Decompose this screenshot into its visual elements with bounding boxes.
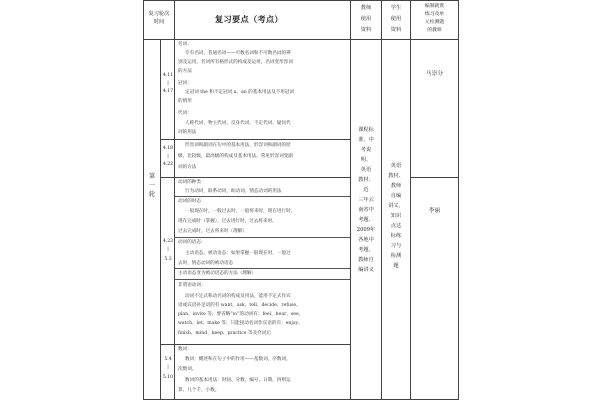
point-line: 去时，情态动词的被动语态 — [178, 261, 234, 266]
teacher-material-line: 准、中 — [358, 137, 374, 143]
point-line: 专有名词，普通名词——可数名词和不可数名词的辨 — [185, 51, 291, 56]
student-material-line: 英语 — [390, 163, 402, 169]
header-round-time-cell — [143, 0, 175, 40]
point-line: 名词： — [178, 42, 192, 47]
point-line: 次数词。 — [178, 367, 197, 372]
header-round-label: 复习轮次 — [148, 11, 170, 17]
header-editor-line-3: 元检测题 — [424, 20, 445, 25]
point-line: 级，比较级，最高级的构成及基本用法，常见形容词变副 — [178, 154, 293, 159]
point-line: 语或宾语补足语的有 want、ask、tell、decide、refuse、 — [178, 303, 301, 308]
student-material-line: 教材、 — [388, 173, 404, 179]
point-line: 人称代词、物主代词、反身代词、不定代词、疑问代 — [185, 121, 291, 126]
row-divider — [174, 237, 351, 238]
point-line: 别及运用，名词所有格形式的构成及运用，名词变形容词 — [178, 60, 293, 65]
student-material-line: 讲义、 — [388, 203, 404, 209]
time-2-separator: | — [167, 154, 169, 159]
student-material-line: 自编 — [390, 193, 402, 199]
time-1-end: 4.17 — [162, 89, 174, 94]
point-line: 行为动词，联系动词，助动词，情态动词的用法 — [185, 189, 282, 194]
point-line: watch、let、make 等；只能接动名词作宾语的有：enjoy、 — [178, 321, 303, 326]
teacher-material-line: 明、 — [360, 157, 372, 163]
time-cell-4 — [160, 344, 175, 400]
point-line: 的情形 — [178, 99, 192, 104]
header-student-line-3: 资料 — [390, 27, 402, 33]
point-line: 数词的基本用法：时间、分数、编号、日期、四则运 — [185, 378, 291, 383]
header-student-line-1: 学生 — [390, 5, 402, 11]
page-title: 复习要点（考点） — [215, 14, 283, 24]
teacher-material-line: 编讲义 — [358, 267, 374, 273]
student-material-line: 知识 — [390, 213, 402, 219]
time-2-end: 4.22 — [162, 162, 174, 167]
time-cell-1 — [160, 39, 175, 140]
point-line: 主动语态变为被动语态的方法（理解） — [178, 271, 257, 276]
header-teacher-line-3: 资料 — [360, 27, 372, 33]
teacher-material-line: 2009年 — [356, 227, 376, 233]
point-line: 非谓语动词： — [178, 283, 206, 288]
header-points-cell — [174, 0, 351, 40]
student-material-line: 检测 — [390, 253, 402, 259]
teacher-material-line: 各地中 — [358, 237, 374, 243]
header-time-label: 时间 — [153, 19, 165, 25]
time-3-start: 4.23 — [162, 239, 174, 244]
time-cell-3 — [160, 177, 175, 345]
teacher-material-line: 考题、 — [358, 217, 374, 223]
point-line: 动词的语态： — [178, 240, 206, 245]
point-line: 现在完成时（掌握），过去进行时，过去将来时， — [178, 219, 277, 224]
time-cell-2 — [160, 139, 175, 178]
point-line: 数词： — [178, 347, 192, 352]
review-plan-table — [143, 0, 459, 400]
teacher-material-line: 近 — [363, 187, 369, 193]
editor-cell-1 — [410, 39, 459, 178]
teacher-materials-cell — [350, 39, 382, 400]
point-line: 动词的时态： — [178, 199, 206, 204]
time-4-start: 5.4 — [164, 357, 172, 362]
time-4-separator: | — [167, 365, 169, 370]
student-material-line: 题 — [393, 263, 399, 269]
student-material-line: 教师 — [390, 183, 402, 189]
point-line: 过去完成时，过去将来时（理解） — [178, 229, 247, 234]
header-editor-line-4: 的教师 — [427, 28, 442, 33]
row-divider — [174, 268, 351, 269]
teacher-material-line: 南省中 — [358, 207, 374, 213]
point-line: 主动语态，被动语态：如果掌握一般现在时，一般过 — [185, 251, 291, 256]
round-char-3: 轮 — [148, 191, 155, 198]
student-material-line: 习与 — [390, 243, 402, 249]
point-line: 定冠词 the 和不定冠词 a、an 的基本用法及不用冠词 — [185, 90, 295, 95]
time-3-end: 5.3 — [164, 257, 172, 262]
header-teacher-line-1: 教师 — [360, 5, 372, 11]
point-line: plan、invite 等；要省略“to”的动词有：feel、hear、see、 — [178, 312, 304, 317]
row-divider — [174, 279, 351, 280]
student-materials-cell — [381, 39, 411, 400]
round-cell — [143, 39, 161, 400]
teacher-material-line: 教师自 — [358, 257, 374, 263]
point-line: 动词不定式和动名词的构成及用法，能用不定式作宾 — [185, 294, 291, 299]
header-editor-cell — [410, 0, 459, 40]
round-char-2: 一 — [148, 182, 155, 189]
time-1-separator: | — [167, 81, 169, 86]
time-4-end: 5.10 — [162, 375, 174, 380]
point-line: 词的用法 — [178, 130, 197, 135]
point-line: 动词的种类： — [178, 180, 206, 185]
teacher-material-line: 教材、 — [358, 177, 374, 183]
point-line: 代词： — [178, 111, 192, 116]
editor-cell-2 — [410, 177, 459, 400]
teacher-material-line: 考题、 — [358, 247, 374, 253]
teacher-material-line: 英语 — [360, 167, 372, 173]
teacher-material-line: 课程标 — [358, 127, 374, 133]
point-line: 数词：概述和在句子中的作用——基数词，序数词， — [185, 357, 291, 362]
point-line: 词的方法 — [178, 165, 197, 170]
time-2-start: 4.18 — [162, 146, 174, 151]
header-editor-line-1: 编制就资 — [424, 4, 445, 9]
round-char-1: 第 — [148, 173, 155, 180]
point-line: 一般现在时，一般过去时，一般将来时，现在进行时， — [185, 209, 296, 214]
point-line: 的方法 — [178, 69, 192, 74]
header-student-line-2: 使用 — [390, 16, 402, 22]
header-student-material-cell — [381, 0, 411, 40]
teacher-material-line: 三年云 — [358, 197, 374, 203]
editor-name-1: 马崇分 — [425, 71, 444, 77]
student-material-line: 点达 — [390, 223, 402, 229]
teacher-material-line: 考说 — [360, 147, 372, 153]
header-editor-line-2: 练习及单 — [424, 12, 445, 17]
editor-name-2: 李丽 — [428, 208, 441, 214]
point-line: 形容词和副词在句中的基本用法，形容词和副词的原 — [185, 143, 291, 148]
student-material-line: 标练 — [390, 233, 402, 239]
row-divider — [174, 196, 351, 197]
point-line: finish、mind、keep、practice 等及介词后 — [178, 331, 271, 336]
point-line: 算、几个千、小数。 — [178, 388, 220, 393]
point-line: 冠词： — [178, 81, 192, 86]
header-teacher-material-cell — [350, 0, 382, 40]
time-1-start: 4.11 — [162, 73, 174, 78]
header-teacher-line-2: 使用 — [360, 16, 372, 22]
time-3-separator: | — [167, 247, 169, 252]
